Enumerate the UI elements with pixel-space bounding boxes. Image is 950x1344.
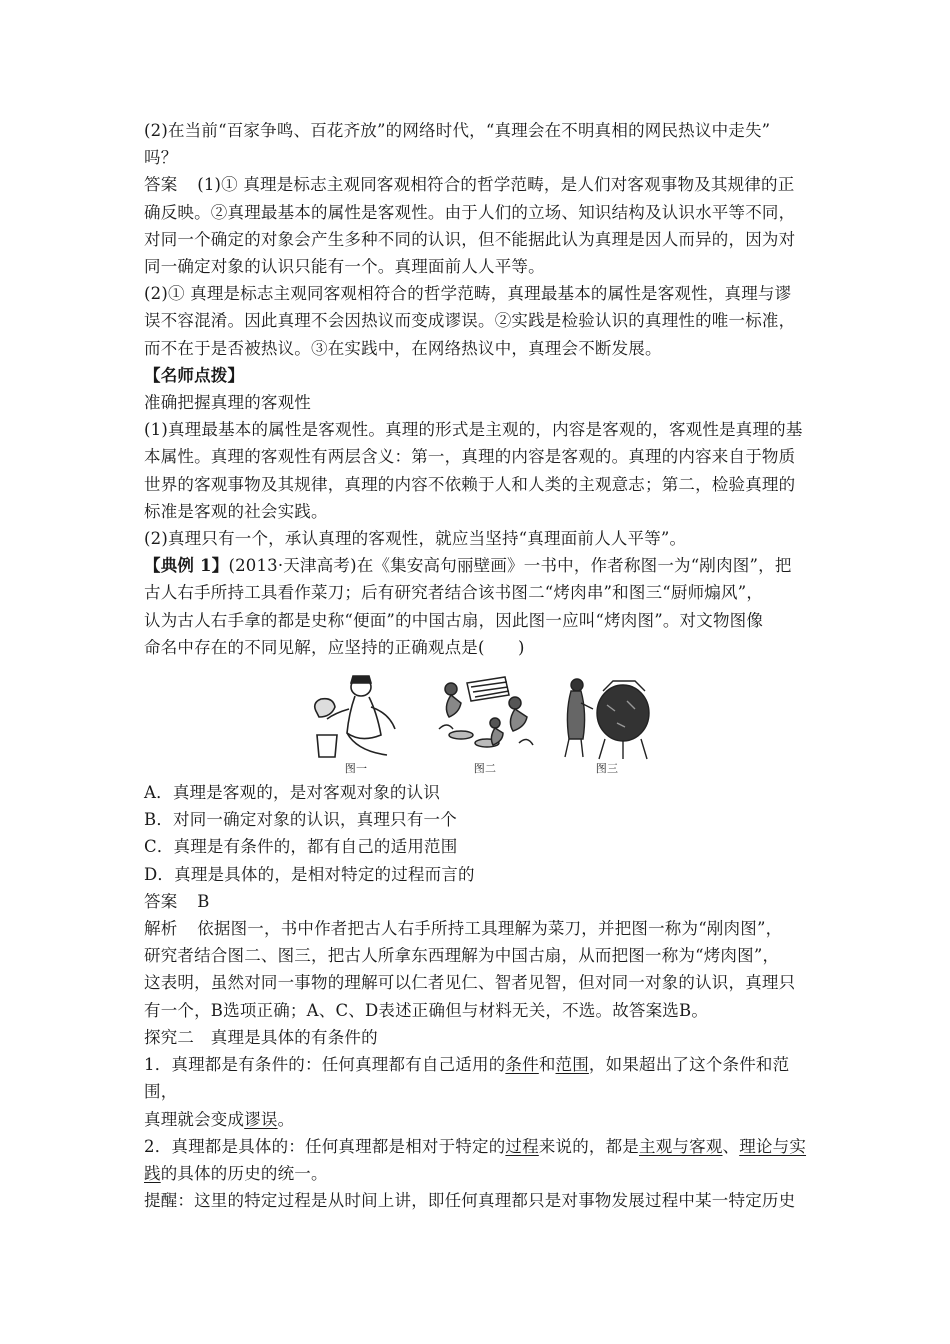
example-line-1: [144, 552, 812, 579]
answer-1-line-5: (2)① 真理是标志主观同客观相符合的哲学范畴，真理最基本的属性是客观性，真理与谬: [144, 284, 792, 304]
item-1-text-d: 真理就会变成: [144, 1109, 245, 1129]
section-2-item-2-line-2: [144, 1160, 812, 1187]
item-1-text-e: 。: [277, 1109, 295, 1129]
mural-figure-3-image: [555, 673, 659, 761]
answer-1-line-7: 而不在于是否被热议。③在实践中，在网络热议中，真理会不断发展。: [144, 338, 662, 358]
teacher-tip-line-2: 本属性。真理的客观性有两层含义：第一，真理的内容是客观的。真理的内容来自于物质: [144, 447, 796, 467]
figure-1-caption: 图一: [344, 762, 368, 776]
analysis-line-3: 这表明，虽然对同一事物的理解可以仁者见仁、智者见智，但对同一对象的认识，真理只: [144, 973, 796, 993]
blank-process: 过程: [505, 1136, 539, 1156]
section-2-title: 探究二 真理是具体的有条件的: [144, 1027, 378, 1047]
item-2-text-d: 的具体的历史的统一。: [160, 1163, 328, 1183]
item-1-text-c: ，如果超出了这个条件和范围，: [144, 1055, 790, 1102]
teacher-tip-line-5: (2)真理只有一个，承认真理的客观性，就应当坚持“真理面前人人平等”。: [144, 529, 687, 549]
blank-practice-end: 践: [144, 1163, 161, 1183]
answer-1-line-1: [144, 171, 812, 198]
question-2-line-1: (2)在当前“百家争鸣、百花齐放”的网络时代，“真理会在不明真相的网民热议中走失”: [144, 121, 771, 140]
analysis-label: 解析: [144, 919, 178, 939]
reminder-line: 提醒：这里的特定过程是从时间上讲，即任何真理都只是对事物发展过程中某一特定历史: [144, 1191, 796, 1211]
figure-2-caption: 图二: [473, 762, 497, 776]
item-2-text-a: 2．真理都是具体的：任何真理都是相对于特定的: [144, 1136, 506, 1156]
option-b: B．对同一确定对象的认识，真理只有一个: [144, 810, 457, 830]
example-label: 【典例 1】: [144, 556, 229, 576]
example-text: (2013·天津高考)在《集安高句丽壁画》一书中，作者称图一为“剐肉图”，把: [228, 556, 792, 576]
answer-1-line-3: 对同一个确定的对象会产生多种不同的认识，但不能据此认为真理是因人而异的，因为对: [144, 229, 796, 249]
option-a: A．真理是客观的，是对客观对象的认识: [144, 783, 441, 803]
section-2-item-1-line-2: [144, 1106, 812, 1133]
teacher-tip-heading: 【名师点拨】: [144, 365, 245, 385]
analysis-line-4: 有一个，B选项正确；A、C、D表述正确但与材料无关，不选。故答案选B。: [144, 1000, 709, 1020]
document-page: [144, 117, 812, 1214]
option-c: C．真理是有条件的，都有自己的适用范围: [144, 837, 458, 857]
section-2-item-1-line-1: [144, 1051, 812, 1105]
figure-3-caption: 图三: [595, 762, 619, 776]
mural-figures: [144, 669, 812, 775]
mural-figure-1-image: [297, 673, 415, 761]
blank-theory-practice: 理论与实: [739, 1136, 807, 1156]
example-answer-label: 答案: [144, 891, 178, 911]
item-2-text-c: 、: [722, 1136, 740, 1156]
example-line-3: 认为古人右手拿的都是史称“便面”的中国古扇，因此图一应叫“烤肉图”。对文物图像: [144, 610, 764, 630]
figure-3: [555, 673, 659, 775]
figure-1: [297, 673, 415, 775]
answer-1-line-2: 确反映。②真理最基本的属性是客观性。由于人们的立场、知识结构及认识水平等不同，: [144, 202, 796, 222]
section-2-item-2-line-1: [144, 1133, 812, 1160]
teacher-tip-line-4: 标准是客观的社会实践。: [144, 501, 328, 521]
teacher-tip-title: 准确把握真理的客观性: [144, 393, 311, 413]
item-1-text-b: 和: [538, 1055, 556, 1075]
option-d: D．真理是具体的，是相对特定的过程而言的: [144, 864, 475, 884]
answer-text: (1)① 真理是标志主观同客观相符合的哲学范畴，是人们对客观事物及其规律的正: [197, 175, 795, 195]
answer-label: 答案: [144, 175, 178, 195]
example-answer: [144, 888, 812, 915]
analysis-text: 依据图一，书中作者把古人右手所持工具理解为菜刀，并把图一称为“剐肉图”，: [197, 919, 783, 939]
mural-figure-2-image: [433, 673, 537, 761]
analysis-line-2: 研究者结合图二、图三，把古人所拿东西理解为中国古扇，从而把图一称为“烤肉图”，: [144, 946, 780, 966]
example-line-4: 命名中存在的不同见解，应坚持的正确观点是( ): [144, 637, 525, 657]
example-line-2: 古人右手所持工具看作菜刀；后有研究者结合该书图二“烤肉串”和图三“厨师煽风”，: [144, 583, 764, 603]
blank-subjective-objective: 主观与客观: [639, 1136, 723, 1156]
question-2-line-2: 吗？: [144, 148, 178, 168]
item-2-text-b: 来说的，都是: [538, 1136, 640, 1156]
blank-condition: 条件: [505, 1055, 539, 1075]
blank-scope: 范围: [555, 1055, 589, 1075]
teacher-tip-line-3: 世界的客观事物及其规律，真理的内容不依赖于人和人类的主观意志；第二，检验真理的: [144, 474, 796, 494]
answer-1-line-4: 同一确定对象的认识只能有一个。真理面前人人平等。: [144, 257, 545, 277]
example-answer-value: B: [197, 891, 210, 911]
answer-1-line-6: 误不容混淆。因此真理不会因热议而变成谬误。②实践是检验认识的真理性的唯一标准，: [144, 311, 796, 331]
blank-fallacy: 谬误: [244, 1109, 278, 1129]
analysis-line-1: [144, 915, 812, 942]
teacher-tip-line-1: (1)真理最基本的属性是客观性。真理的形式是主观的，内容是客观的，客观性是真理的基: [144, 420, 803, 440]
item-1-text-a: 1．真理都是有条件的：任何真理都有自己适用的: [144, 1055, 506, 1075]
figure-2: [433, 673, 537, 775]
